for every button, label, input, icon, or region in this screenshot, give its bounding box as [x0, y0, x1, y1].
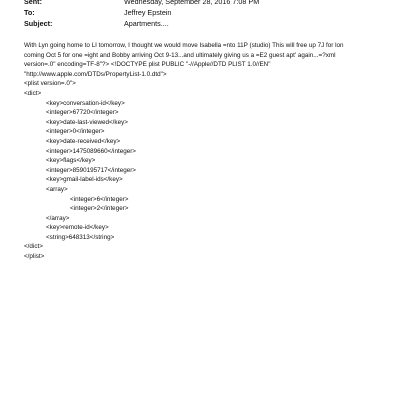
subject-label: Subject: [24, 19, 53, 28]
plist-line: <integer>1475089660</integer> [46, 147, 136, 155]
plist-line: <plist version=.0"> [24, 80, 76, 88]
plist-line: </plist> [24, 253, 45, 261]
body-paragraph [24, 41, 384, 79]
sent-value: Wednesday, September 28, 2016 7:08 PM [124, 0, 260, 6]
email-header [24, 0, 384, 29]
to-value: Jeffrey Epstein [124, 8, 172, 17]
plist-line: </dict> [24, 243, 43, 251]
plist-line: <key>gmail-label-ids</key> [46, 176, 123, 184]
email-body [24, 41, 384, 262]
paragraph-line: "http://www.apple.com/DTDs/PropertyList-1.0.dtd"> [24, 70, 167, 78]
to-label: To: [24, 8, 35, 17]
subject-value: Apartments.... [124, 19, 169, 28]
paragraph-line: coming Oct 5 for one =ight and Bobby arriving Oct 9-13...and ultimately giving us a =E2 guest apt' again...=?xml [24, 51, 336, 59]
plist-line: <key>date-received</key> [46, 137, 121, 145]
plist-line: <integer>67720</integer> [46, 109, 119, 117]
plist-line: <string>648313</string> [46, 233, 115, 241]
plist-line: <integer>8590195717</integer> [46, 166, 136, 174]
sent-row [24, 0, 384, 7]
plist-line: <integer>0</integer> [46, 128, 105, 136]
plist-line: <dict> [24, 89, 42, 97]
plist-line: <integer>2</integer> [70, 205, 129, 213]
paragraph-line: version=.0" encoding=TF-8"?> <!DOCTYPE plist PUBLIC "-//Apple//DTD PLIST 1.0//EN" [24, 61, 271, 69]
plist-line: <key>date-last-viewed</key> [46, 118, 128, 126]
plist-line: <key>conversation-id</key> [46, 99, 125, 107]
plist-line: <integer>6</integer> [70, 195, 129, 203]
plist-line: <array> [46, 185, 68, 193]
plist-line: </array> [46, 214, 70, 222]
paragraph-line: With Lyn going home to LI tomorrow, I thought we would move Isabella =nto 11P (studio) This will free up 7J for lon [24, 42, 344, 49]
plist-block [24, 79, 384, 261]
plist-line: <key>remote-id</key> [46, 224, 109, 232]
plist-line: <key>flags</key> [46, 157, 96, 165]
to-row [24, 7, 384, 18]
sent-label: Sent: [24, 0, 42, 6]
subject-row [24, 18, 384, 29]
